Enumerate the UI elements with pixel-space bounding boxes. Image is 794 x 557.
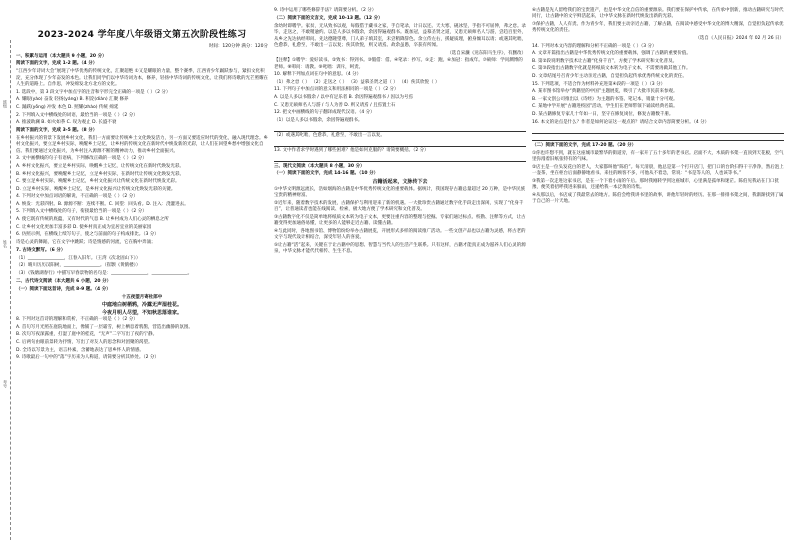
text-paragraph: A. 某市图书馆举办“典籍里的中国”主题展览，吸引了大批市民前来参观。 — [532, 89, 678, 95]
text-paragraph: B. 第②段说明数字技术让古籍“化身千百”，方便了学术研究和文化普及。 — [532, 58, 678, 64]
text-paragraph: 9. 诗中运用了哪些修辞手法？请简要分析。（2 分） — [274, 8, 377, 13]
binding-margin — [2, 40, 11, 540]
section-heading: （一）阅读下面的文字，完成 14-16 题。（10 分） — [274, 171, 379, 177]
poem-line: 中庭地白树栖鸦，冷露无声湿桂花。 — [101, 301, 182, 308]
text-paragraph: ①你也许想不到，就在这座城市最繁华的街道旁，有一家开了五十多年的老书店。店面不大，木质的书架一直顶到天花板，空气里弥漫着旧纸张特有的气味。 — [532, 150, 784, 162]
text-paragraph: C. 后两句由眼前景转为抒情，写出了对友人的思念和对团聚的渴望。 — [16, 339, 153, 345]
text-paragraph: ②店主是一位头发花白的老人，大家都叫他“陈伯”。每天清晨，他总是第一个打开店门，把门口的台阶扫得干干净净，然后泡上一壶茶，坐在柜台后面静静地看书。来往的顾客不多，可他从不着急，常说：“书是等人的，人也该等书。” — [532, 164, 784, 176]
text-paragraph: ①中华文明源远流长，浩如烟海的古籍是中华优秀传统文化的重要载体。据统计，我国现存古籍总量超过 20 万种，是中华民族宝贵的精神财富。 — [274, 186, 526, 199]
text-paragraph: 14. 下列对本文内容的理解和分析不正确的一项是（ ）（3 分） — [532, 43, 657, 49]
text-paragraph: （1）________________，江春入旧年。（王湾《次北固山下》） — [16, 255, 141, 261]
exam-title: 2023-2024 学年度八年级语文第五次阶段性练习 — [37, 30, 247, 40]
section-heading: 阅读下面的文字，完成 1-2 题。（4 分） — [16, 61, 98, 67]
text-paragraph: 15. 下列选项，不适合作为材料补充进第④段的一项是（ ）（3 分） — [532, 81, 666, 87]
text-paragraph: （1）弗之怠（ ） （2）走送之（ ） （3）益慕圣贤之道（ ） （4）俟其欣悦（ ） — [274, 79, 440, 85]
source-note: （选自《人民日报》2024 年 02 月 26 日） — [695, 36, 784, 41]
column-middle — [274, 8, 526, 257]
poem-line: 十五夜望月寄杜郎中 — [121, 294, 163, 300]
text-paragraph: 6. 仿照示例，在横线上续写句子，使之与前面的句子构成排比。（3 分） — [16, 232, 159, 238]
exam-info: 时间：120分钟 满分：120分 — [208, 44, 268, 49]
text-paragraph: ③我第一次走进这家书店，是在一个下着小雨的午后。那时我刚转学到这座城市，心里满是孤单和迷茫。陈伯见我站在门口犹豫，便笑着招呼我进来躲雨，还递给我一本泛黄的诗集。 — [532, 178, 780, 190]
text-paragraph: A. 以是人多以书假余 / 以中有足乐者 B. 余因得遍观群书 / 因以为号焉 — [274, 95, 413, 100]
text-paragraph: 16. 本文的论点是什么？作者是如何论证这一观点的？请结合文章内容简要分析。（4 分） — [532, 119, 710, 125]
column-right — [532, 8, 784, 207]
text-paragraph: 11. 下列句子中加点词的意义和用法相同的一项是（ ）（2 分） — [274, 87, 399, 93]
text-paragraph: B. 乡村文化振兴，要唤醒乡土记忆，立足乡村实际，在新时代让传统文化焕发光彩。 — [16, 171, 184, 177]
section-heading: （一）阅读下面这首诗，完成 8-9 题。（4 分） — [16, 286, 111, 292]
text-paragraph: A. 乡村文化振兴，要立足乡村实际，唤醒乡土记忆，让传统文化在新时代焕发光彩。 — [16, 163, 184, 169]
text-paragraph: （2）或遇其叱咄，色愈恭，礼愈至，不敢出一言以复。 — [274, 132, 385, 138]
text-paragraph: ③古籍数字化不仅是简单地将纸质文本转为电子文本，更要注重内容的整理与挖掘。专家们通过标点、校勘、注释等方式，让古籍变得更加通俗易懂，让更多的人能够走近古籍、读懂古籍。 — [274, 214, 526, 227]
source-note: （选自宋濂《送东阳马生序》，有删改） — [447, 50, 526, 56]
section-heading: 二、古代诗文阅读（本大题共 6 小题，20 分） — [16, 278, 112, 284]
spine-label-class: 班级 — [3, 100, 8, 108]
answer-line[interactable] — [532, 135, 784, 142]
text-paragraph: “江西少年诗词大会”展现了中华优秀的传统文化，汇聚超绝 ①又是耀眼的力量，整个赛季，江西青少年踊跃参与，紧扣文化积淀，充分体现了少年奋发的本色。让我们同学们以中华诗词为本，修养，轻扬中华诗词的传统文化，让我们将诗歌的光芒照耀在人生的道路上。自作思，冲发绵发北方北方的文化。 — [16, 69, 268, 88]
text-paragraph: 8. 下列对这首诗的理解和赏析，不正确的一项是（ ）（2 分） — [16, 317, 138, 323]
text-paragraph: 5. 下列填入文中横线处的句子，衔接最恰当的一项是（ ）（2 分） — [16, 209, 147, 215]
spine-label-number: 考号 — [3, 380, 8, 388]
text-paragraph: D. 某古籍修复专家几十年如一日，坚守在修复岗位，修复古籍数千册。 — [532, 111, 674, 117]
text-paragraph: 10. 解释下列加点词在句中的意思。（4 分） — [274, 72, 362, 78]
text-paragraph: A. 焕发：光彩四射。B. 源源不断：连续不断。C. 回望：回头看。D. 注入：浇灌进去。 — [16, 201, 189, 207]
article-title: 古籍活起来，文脉传下去 — [372, 179, 428, 186]
text-paragraph: 3. 文中画横线的句子有语病，下列修改正确的一项是（ ）（2 分） — [16, 156, 147, 162]
text-paragraph: D. 文章结尾号召青少年主动亲近古籍，自觉担负起传承优秀传统文化的责任。 — [532, 73, 687, 79]
text-paragraph: 1. 选段中，第 3 段文字中加点字的注音和字形完全正确的一项是（ ）（2 分） — [16, 89, 171, 95]
text-paragraph: 13. 文中作者求学时遇到了哪些困难？他是如何克服的？请简要概括。（2 分） — [274, 147, 429, 153]
section-heading: 阅读下面的文字，完成 3-5 题。（8 分） — [16, 128, 98, 133]
text-paragraph: C. 让乡村文化更加丰富多彩 D. 使乡村真正成为宜居宜业的美丽家园 — [16, 224, 152, 230]
text-paragraph: C. 某地中学开展“古籍进校园”活动，学生们在老师带领下诵读经典名篇。 — [532, 104, 678, 110]
text-paragraph: ④从那以后，书店成了我最常去的地方。陈伯会给我讲书里的故事，讲他年轻时的经历。在那一排排书架之间，我渐渐找到了属于自己的一片天地。 — [532, 192, 784, 204]
section-heading: 7. 古诗文默写。（6 分） — [16, 247, 66, 253]
text-paragraph: （2）晴川历历汉阳树，________________。（崔颢《黄鹤楼》） — [16, 263, 141, 269]
text-paragraph: 诗是心灵的舞蹈，它在文字中跳跃；诗是情感的河流，它在胸中奔涌； — [16, 239, 156, 245]
text-paragraph: C. 又患无硕师名人与游 / 与人为善 D. 则又请焉 / 且焉置土石 — [274, 102, 396, 108]
section-heading: （二）阅读下面的文字，完成 17-20 题。（20 分） — [532, 142, 637, 148]
section-heading: 三、现代文阅读（本大题共 8 小题，30 分） — [274, 163, 365, 169]
section-heading: （二）阅读下面的文言文，完成 10-13 题。（12 分） — [274, 15, 383, 21]
answer-line[interactable] — [532, 127, 784, 134]
text-paragraph: ⑦保护古籍，人人有责。作为青少年，我们要主动亲近古籍，了解古籍，在阅读中感受中华文化的博大精深，自觉担负起传承优秀传统文化的责任。 — [532, 22, 784, 34]
text-paragraph: ④与此同时，各地图书馆、博物馆纷纷举办古籍展览，开展形式多样的阅读推广活动。一些文创产品也以古籍为灵感，将古老的文字与现代设计相结合，深受年轻人的喜爱。 — [274, 228, 526, 241]
text-paragraph: A. 使它既有传统的底蕴，又有时代的气息 B. 让乡村成为人们心灵的栖息之所 — [16, 217, 169, 223]
text-paragraph: C. 要立足乡村实际，唤醒乡土记忆，乡村文化振兴让传统文化在新时代焕发光彩。 — [16, 179, 180, 185]
section-heading: 一、积累与运用（本大题共 9 小题，20 分） — [16, 53, 107, 59]
text-paragraph: A. 耀眼(yào) 奋发 轻扬(yáng) B. 积淀(diàn) 汇聚 修养 — [16, 97, 129, 103]
text-paragraph: C. 踊跃(yǒng) 冲发 本色 D. 照耀(zhào) 传统 绵延 — [16, 104, 119, 110]
text-paragraph: C. 第③段指出古籍数字化就是将纸质文本转为电子文本，不需要再做其他工作。 — [532, 66, 691, 72]
text-paragraph: 9. 诗歌最后一句中的“落”字历来为人称道，请简要分析其妙处。（2 分） — [16, 355, 159, 361]
text-paragraph: 12. 把文中画横线的句子翻译成现代汉语。（4 分） — [274, 110, 375, 116]
poem-line: 今夜月明人尽望，不知秋思落谁家。 — [101, 309, 182, 316]
column-left — [16, 52, 268, 363]
text-paragraph: 在乡村振兴的背景下发展乡村文化，我们一方面要让传统乡土文化焕发活力，另一方面又要适应时代的变化，融入现代理念。乡村文化振兴，要立足乡村实际，唤醒乡土记忆，让乡村的传统文化在新时代中焕发新的光彩，让人们在回望乡愁中增强文化自信。我们要通过文化振兴，为乡村注入源源不断的精神动力，推动乡村全面振兴。 — [16, 135, 268, 154]
text-paragraph: B. 一家文创公司推出以《诗经》为主题的书签、笔记本，销量十分可观。 — [532, 96, 678, 102]
answer-line[interactable] — [274, 140, 526, 147]
text-paragraph: D. 立足乡村实际，唤醒乡土记忆，是乡村文化振兴让传统文化焕发光彩的关键。 — [16, 186, 176, 192]
text-paragraph: B. 次句写夜深露重，打湿了庭中的桂花，“无声”二字写出了夜的宁静。 — [16, 332, 158, 338]
text-paragraph: ⑥古籍是先人留给我们的宝贵遗产，也是中华文化自信的重要源泉。我们要在保护中传承，在传承中创新，推动古籍研究与时代同行，让古籍中的文字鲜活起来，让中华文脉在新时代焕发出新的光彩。 — [532, 8, 784, 20]
spine-label-name: 姓名 — [3, 240, 8, 248]
text-paragraph: ⑤让古籍“活”起来，关键在于让古籍中的思想、智慧与当代人的生活产生联系。只有这样，古籍才能真正成为滋养人们心灵的源泉，中华文脉才能代代相传、生生不息。 — [274, 242, 526, 255]
text-paragraph: （1）以是人多以书假余，余因得遍观群书。 — [274, 117, 363, 123]
text-paragraph: （3）《钱塘湖春行》中描写早春景物的名句是：________________，________________。 — [16, 270, 193, 276]
text-paragraph: A. 推波助澜 B. 如火如荼 C. 叹为观止 D. 长盛不衰 — [16, 120, 117, 126]
answer-line[interactable] — [274, 156, 526, 163]
text-paragraph: 2. 下列填入文中横线处的词语，最恰当的一项是（ ）（2 分） — [16, 112, 138, 118]
text-paragraph: 4. 下列对文中加点词语的解说，不正确的一项是（ ）（2 分） — [16, 194, 138, 200]
text-paragraph: D. 全诗以写景为主，语言朴素，含蓄地表达了思乡怀人的情感。 — [16, 347, 144, 353]
answer-line[interactable] — [274, 125, 526, 132]
text-paragraph: 余幼时即嗜学。家贫，无从致书以观，每假借于藏书之家，手自笔录，计日以还。天大寒，砚冰坚，手指不可屈伸，弗之怠。录毕，走送之，不敢稍逾约。以是人多以书假余，余因得遍观群书。既加冠，益慕圣贤之道，又患无硕师名人与游，尝趋百里外，从乡之先达执经叩问。先达德隆望尊，门人弟子填其室，未尝稍降辞色。余立侍左右，援疑质理，俯身倾耳以请；或遇其叱咄，色愈恭，礼愈至，不敢出一言以复；俟其欣悦，则又请焉。故余虽愚，卒获有所闻。 — [274, 23, 526, 49]
text-paragraph: 【注释】①嗜学：爱好读书。②致书：得到书。③假借：借。④笔录：抄写。⑤走：跑。⑥加冠：指成年。⑦硕师：学问渊博的老师。⑧叩问：请教。⑨叱咄：训斥，呵责。 — [274, 58, 523, 70]
text-paragraph: A. 首句写月光照在庭院地面上，像铺了一层霜雪，树上栖息着鸦鹊，营造出幽静的氛围。 — [16, 324, 193, 330]
text-paragraph: A. 文章开篇指出古籍是中华优秀传统文化的重要载体，强调了古籍的重要价值。 — [532, 51, 691, 57]
text-paragraph: ②近年来，随着数字技术的发展，古籍保护与利用迎来了新的机遇。一大批珍贵古籍通过数字化手段走出深闺，实现了“化身千百”，让普通读者也能在线阅读、检索，极大地方便了学术研究和文化普及。 — [274, 200, 524, 213]
